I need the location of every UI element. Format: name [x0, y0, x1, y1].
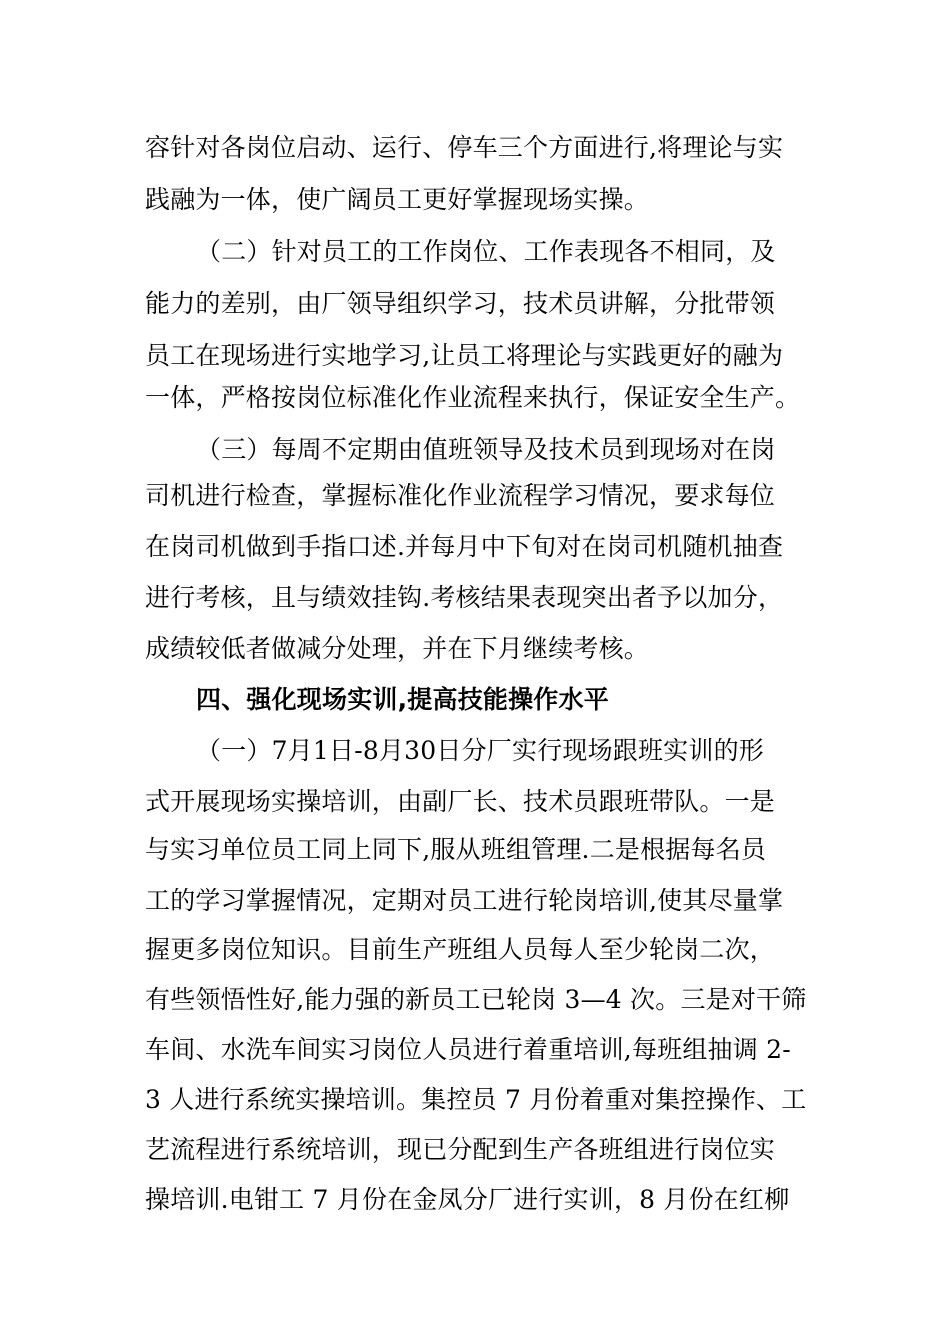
paragraph-line: 容针对各岗位启动、运行、停车三个方面进行,将理论与实	[145, 133, 784, 162]
paragraph-line: 进行考核，且与绩效挂钩.考核结果表现突出者予以加分，	[145, 583, 784, 612]
paragraph-line: 工的学习掌握情况，定期对员工进行轮岗培训,使其尽量掌	[145, 886, 784, 915]
paragraph-line: 握更多岗位知识。目前生产班组人员每人至少轮岗二次，	[145, 935, 776, 964]
paragraph-line: 司机进行检查，掌握标准化作业流程学习情况，要求每位	[145, 481, 776, 510]
paragraph-line: 在岗司机做到手指口述.并每月中下旬对在岗司机随机抽查	[145, 532, 784, 561]
paragraph-line: 与实习单位员工同上同下,服从班组管理.二是根据每名员	[145, 835, 767, 864]
section-heading: 四、强化现场实训,提高技能操作水平	[196, 685, 609, 714]
paragraph-line: （一）7月1日-8月30日分厂实行现场跟班实训的形	[196, 736, 764, 765]
paragraph-line: 能力的差别，由厂领导组织学习，技术员讲解，分批带领	[145, 289, 776, 318]
paragraph-line: 践融为一体，使广阔员工更好掌握现场实操。	[145, 185, 650, 214]
paragraph-line: （三）每周不定期由值班领导及技术员到现场对在岗	[196, 435, 776, 464]
paragraph-line: 式开展现场实操培训，由副厂长、技术员跟班带队。一是	[145, 787, 776, 816]
paragraph-line: 一体，严格按岗位标准化作业流程来执行，保证安全生产。	[145, 383, 801, 412]
paragraph-line: （二）针对员工的工作岗位、工作表现各不相同，及	[196, 237, 776, 266]
paragraph-line: 车间、水洗车间实习岗位人员进行着重培训,每班组抽调 2-	[145, 1035, 791, 1064]
paragraph-line: 员工在现场进行实地学习,让员工将理论与实践更好的融为	[145, 341, 784, 370]
paragraph-line: 成绩较低者做减分处理，并在下月继续考核。	[145, 634, 650, 663]
paragraph-line: 艺流程进行系统培训，现已分配到生产各班组进行岗位实	[145, 1135, 776, 1164]
paragraph-line: 操培训.电钳工 7 月份在金凤分厂进行实训，8 月份在红柳	[145, 1185, 790, 1214]
paragraph-line: 3 人进行系统实操培训。集控员 7 月份着重对集控操作、工	[145, 1085, 807, 1114]
paragraph-line: 有些领悟性好,能力强的新员工已轮岗 3—4 次。三是对干筛	[145, 985, 807, 1014]
